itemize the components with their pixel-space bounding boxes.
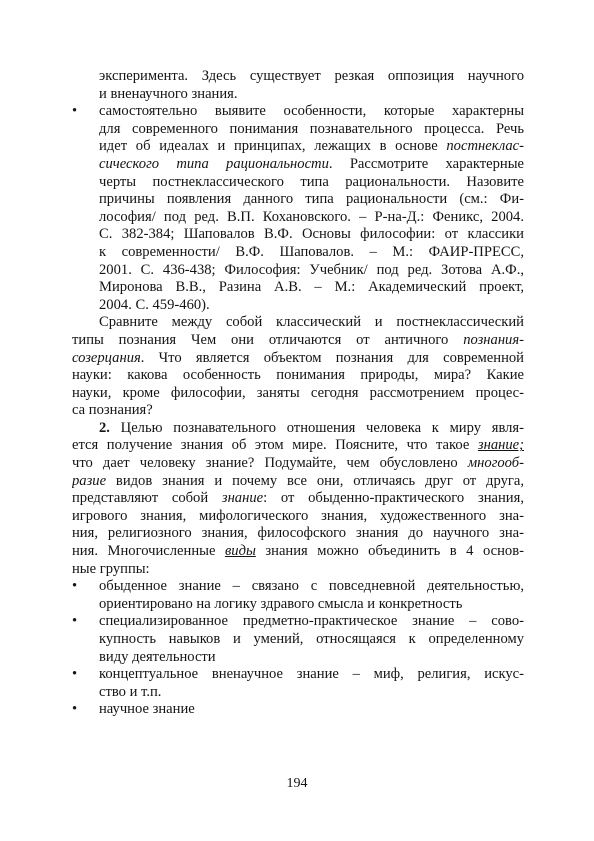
- text-line: [72, 262, 524, 280]
- text-line: [72, 279, 524, 297]
- line-text: [99, 666, 524, 684]
- line-text: [72, 490, 524, 508]
- text-run: ния, религиозного знания, философского знания до научного зна-: [72, 525, 524, 542]
- text-line: [72, 649, 524, 667]
- text-run: С. 382-384; Шаповалов В.Ф. Основы философии: от классики: [99, 226, 524, 243]
- text-line: [72, 455, 524, 473]
- text-run: Миронова В.В., Разина А.В. – М.: Академический проект,: [99, 279, 524, 296]
- text-line: [72, 473, 524, 491]
- text-line: [72, 350, 524, 368]
- text-run: обыденное знание – связано с повседневной деятельностью,: [99, 578, 524, 595]
- line-text: [72, 437, 524, 455]
- text-run: что дает человеку знание? Подумайте, чем обусловлено: [72, 455, 468, 472]
- line-text: [99, 631, 524, 649]
- text-line: [72, 561, 524, 579]
- text-run: . Что является объектом познания для современной: [140, 349, 524, 366]
- text-run: идет об идеалах и принципах, лежащих в основе: [99, 138, 447, 155]
- text-run: 2001. С. 436-438; Философия: Учебник/ под ред. Зотова А.Ф.,: [99, 261, 524, 278]
- text-run: виды: [224, 543, 256, 560]
- text-line: [72, 437, 524, 455]
- text-run: созерцания: [72, 349, 141, 366]
- text-line: [72, 226, 524, 244]
- text-line: [72, 631, 524, 649]
- text-line: [72, 578, 524, 596]
- text-line: [72, 490, 524, 508]
- line-text: [99, 596, 524, 614]
- text-run: лософия/ под ред. В.П. Кохановского. – Р-на-Д.: Феникс, 2004.: [99, 208, 524, 225]
- line-text: [72, 367, 524, 385]
- line-text: [99, 86, 524, 104]
- text-line: [72, 121, 524, 139]
- line-text: [99, 209, 524, 227]
- line-text: [99, 156, 524, 174]
- text-run: самостоятельно выявите особенности, которые характерны: [99, 103, 524, 120]
- text-line: [72, 701, 524, 719]
- text-line: [72, 332, 524, 350]
- text-line: [72, 666, 524, 684]
- page-body: [72, 68, 524, 719]
- text-run: концептуальное вненаучное знание – миф, религия, искус-: [99, 666, 524, 683]
- text-run: представляют собой: [72, 490, 222, 507]
- line-text: [99, 578, 524, 596]
- text-run: игрового знания, мифологического знания, художественного зна-: [72, 507, 524, 524]
- text-line: [72, 543, 524, 561]
- text-line: [72, 209, 524, 227]
- text-line: [72, 138, 524, 156]
- line-text: [99, 121, 524, 139]
- text-run: ство и т.п.: [99, 683, 162, 700]
- line-text: [72, 455, 524, 473]
- line-text: [99, 244, 524, 262]
- text-run: типы познания Чем они отличаются от античного: [72, 331, 464, 348]
- line-text: [99, 297, 524, 315]
- text-run: эксперимента. Здесь существует резкая оппозиция научного: [99, 68, 524, 84]
- line-text: [99, 191, 524, 209]
- text-line: [72, 684, 524, 702]
- line-text: [99, 701, 524, 719]
- line-text: [99, 279, 524, 297]
- text-run: специализированное предметно-практическое знание – сово-: [99, 613, 524, 630]
- text-line: [72, 420, 524, 438]
- line-text: [99, 103, 524, 121]
- text-run: черты постнеклассического типа рациональности. Назовите: [99, 173, 524, 190]
- text-line: [72, 525, 524, 543]
- line-text: [99, 649, 524, 667]
- line-text: [72, 561, 524, 579]
- bullet-marker: •: [72, 666, 78, 683]
- text-run: познания-: [463, 331, 524, 348]
- text-run: науки: какова особенность понимания природы, мира? Какие: [72, 367, 524, 384]
- text-line: [72, 103, 524, 121]
- text-run: 2.: [99, 419, 110, 436]
- text-run: знание;: [477, 437, 524, 454]
- text-line: [72, 508, 524, 526]
- text-run: виду деятельности: [99, 648, 216, 665]
- text-run: постнеклас-: [446, 138, 524, 155]
- text-run: и вненаучного знания.: [99, 85, 238, 102]
- page-number: 194: [286, 776, 308, 791]
- text-line: [72, 402, 524, 420]
- text-line: [72, 191, 524, 209]
- text-run: . Рассмотрите характерные: [328, 155, 524, 172]
- line-text: [72, 420, 524, 438]
- text-line: [72, 156, 524, 174]
- line-text: [72, 314, 524, 332]
- line-text: [72, 525, 524, 543]
- text-run: многооб-: [467, 455, 524, 472]
- text-line: [72, 385, 524, 403]
- text-line: [72, 314, 524, 332]
- line-text: [72, 508, 524, 526]
- line-text: [72, 350, 524, 368]
- line-text: [99, 138, 524, 156]
- line-text: [72, 402, 524, 420]
- text-run: знание: [221, 490, 264, 507]
- text-run: к современности/ В.Ф. Шаповалов. – М.: ФАИР-ПРЕСС,: [99, 243, 524, 260]
- text-run: науки, кроме философии, заняты сегодня рассмотрением процес-: [72, 384, 524, 401]
- line-text: [99, 684, 524, 702]
- text-line: [72, 86, 524, 104]
- text-run: видов знания и почему все они, отличаясь друг от друга,: [106, 472, 524, 489]
- text-run: научное знание: [99, 701, 195, 718]
- text-line: [72, 68, 524, 86]
- bullet-marker: •: [72, 701, 78, 718]
- text-run: сического типа рациональности: [99, 155, 329, 172]
- bullet-marker: •: [72, 103, 78, 120]
- text-run: купность навыков и умений, относящаяся к определенному: [99, 631, 524, 647]
- text-run: ния. Многочисленные: [72, 543, 225, 560]
- text-run: причины появления данного типа рациональности (см.: Фи-: [99, 191, 524, 208]
- text-run: ориентировано на логику здравого смысла и конкретность: [99, 595, 463, 612]
- line-text: [99, 262, 524, 280]
- text-line: [72, 596, 524, 614]
- text-run: ные группы:: [72, 560, 150, 577]
- text-line: [72, 613, 524, 631]
- bullet-marker: •: [72, 613, 78, 630]
- text-run: знания можно объединить в 4 основ-: [255, 543, 524, 560]
- line-text: [99, 613, 524, 631]
- text-run: са познания?: [72, 402, 153, 419]
- line-text: [72, 332, 524, 350]
- bullet-marker: •: [72, 578, 78, 595]
- text-run: Сравните между собой классический и постнеклассический: [99, 314, 524, 331]
- line-text: [72, 385, 524, 403]
- line-text: [99, 68, 524, 86]
- text-run: для современного понимания познавательного процесса. Речь: [99, 120, 524, 137]
- text-line: [72, 367, 524, 385]
- text-run: ется получение знания об этом мире. Поясните, что такое: [72, 437, 478, 454]
- text-line: [72, 174, 524, 192]
- text-run: Целью познавательного отношения человека к миру явля-: [109, 419, 524, 436]
- line-text: [99, 226, 524, 244]
- line-text: [72, 543, 524, 561]
- text-line: [72, 297, 524, 315]
- text-line: [72, 244, 524, 262]
- line-text: [72, 473, 524, 491]
- line-text: [99, 174, 524, 192]
- text-run: : от обыденно-практического знания,: [263, 490, 524, 507]
- text-run: разие: [72, 472, 107, 489]
- text-run: 2004. С. 459-460).: [99, 296, 210, 313]
